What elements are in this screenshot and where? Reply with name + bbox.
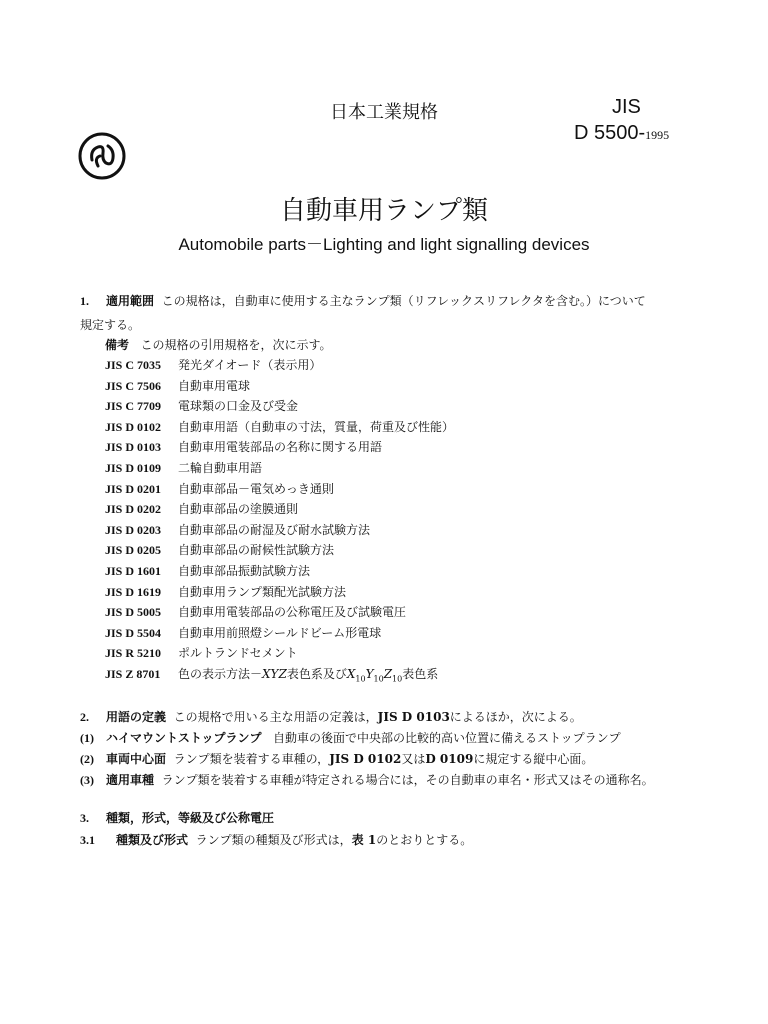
reference-title: 電球類の口金及び受金 xyxy=(178,399,299,414)
definition-term: 適用車種 xyxy=(106,773,155,787)
section-heading: 適用範囲 xyxy=(106,294,155,308)
reference-code: JIS D 0102 xyxy=(105,419,162,434)
reference-code: JIS D 1619 xyxy=(105,584,162,599)
section-number: 3. xyxy=(80,811,89,825)
section-text-b: によるほか，次による。 xyxy=(449,710,582,724)
reference-title: 二輪自動車用語 xyxy=(178,461,263,475)
reference-title: 自動車用電装部品の名称に関する用語 xyxy=(178,440,383,455)
definition-text-a: ランプ類を装着する車種の， xyxy=(173,752,330,766)
section-heading: 用語の定義 xyxy=(106,710,167,724)
definition-text-b: に規定する縦中心面。 xyxy=(473,752,594,766)
definition-text: ランプ類を装着する車種が特定される場合には，その自動車の車名・形式又はその通称名。 xyxy=(161,773,654,787)
reference-code: JIS Z 8701 xyxy=(105,667,161,681)
reference-code: JIS C 7506 xyxy=(105,378,162,393)
definition-term: 車両中心面 xyxy=(106,752,167,766)
reference-title-xyz: XYZ xyxy=(262,667,287,681)
section-3-line xyxy=(80,811,274,826)
reference-title: 自動車用電装部品の公称電圧及び試験電圧 xyxy=(178,605,407,620)
definition-ref-2: D 0109 xyxy=(425,752,474,766)
reference-code: JIS D 0203 xyxy=(105,522,162,537)
reference-title: 自動車用前照燈シールドビーム形電球 xyxy=(178,625,382,640)
standard-number xyxy=(574,122,669,145)
reference-title: 自動車用電球 xyxy=(178,378,251,393)
note-line xyxy=(105,338,332,353)
reference-code: JIS C 7709 xyxy=(105,399,162,414)
standard-year: 1995 xyxy=(645,128,670,142)
reference-code: JIS R 5210 xyxy=(105,646,162,661)
document-title-en: Automobile parts－Lighting and light signalling devices xyxy=(178,235,590,254)
definition-term: ハイマウントストップランプ xyxy=(106,731,262,745)
subsection-text-b: のとおりとする。 xyxy=(376,833,473,847)
item-number: (2) xyxy=(80,752,94,766)
x-symbol: X xyxy=(346,667,356,681)
z-symbol: Z xyxy=(383,667,393,681)
section-number: 2. xyxy=(80,710,89,724)
issuer-label: 日本工業規格 xyxy=(330,102,438,123)
standard-number-text: D 5500- xyxy=(574,122,646,144)
x-subscript: 10 xyxy=(355,674,366,684)
reference-title: 自動車部品の耐候性試験方法 xyxy=(178,543,335,558)
definition-item-3 xyxy=(80,773,654,788)
subsection-text-a: ランプ類の種類及び形式は， xyxy=(195,833,352,847)
reference-title-b: 表色系及び xyxy=(286,667,347,681)
standard-code: JIS xyxy=(612,96,641,118)
subsection-3-1-line xyxy=(80,833,472,848)
section-heading: 種類，形式，等級及び公称電圧 xyxy=(106,811,275,825)
reference-title: 発光ダイオード（表示用） xyxy=(178,358,322,372)
reference-title-c: 表色系 xyxy=(402,667,439,681)
reference-title xyxy=(178,667,438,686)
subsection-number: 3.1 xyxy=(80,833,95,847)
section-1-line-2: 規定する。 xyxy=(80,318,141,332)
table-ref: 表 1 xyxy=(351,833,377,847)
reference-title: 自動車用ランプ類配光試験方法 xyxy=(178,584,347,599)
note-text: この規格の引用規格を，次に示す。 xyxy=(140,338,332,352)
subsection-heading: 種類及び形式 xyxy=(116,833,189,847)
reference-title: 自動車部品－電気めっき通則 xyxy=(178,481,334,496)
section-number: 1. xyxy=(80,294,89,308)
document-title-jp: 自動車用ランプ類 xyxy=(279,196,488,226)
section-text-ref: JIS D 0103 xyxy=(377,710,450,724)
reference-code: JIS D 5005 xyxy=(105,605,162,620)
reference-title: 自動車部品の耐湿及び耐水試験方法 xyxy=(178,522,371,537)
reference-title: ポルトランドセメント xyxy=(178,646,298,661)
reference-code: JIS D 0103 xyxy=(105,440,162,455)
definition-ref-1: JIS D 0102 xyxy=(329,752,402,766)
definition-mid: 又は xyxy=(401,752,426,766)
reference-title: 自動車用語（自動車の寸法，質量，荷重及び性能） xyxy=(178,419,455,434)
note-label: 備考 xyxy=(105,338,130,352)
reference-code: JIS D 1601 xyxy=(105,564,162,578)
reference-code: JIS C 7035 xyxy=(105,358,162,372)
definition-text: 自動車の後面で中央部の比較的高い位置に備えるストップランプ xyxy=(272,731,621,745)
reference-code: JIS D 0202 xyxy=(105,502,162,517)
z-subscript: 10 xyxy=(392,674,403,684)
section-1-line-1 xyxy=(80,294,646,309)
section-text: この規格は，自動車に使用する主なランプ類（リフレックスリフレクタを含む。）について xyxy=(161,294,646,308)
y-subscript: 10 xyxy=(373,674,384,684)
reference-code: JIS D 0201 xyxy=(105,481,162,496)
item-number: (3) xyxy=(80,773,94,787)
y-symbol: Y xyxy=(365,667,374,681)
definition-item-2 xyxy=(80,752,593,767)
section-2-line xyxy=(80,710,582,725)
reference-title: 自動車部品の塗膜通則 xyxy=(178,502,299,517)
item-number: (1) xyxy=(80,731,94,745)
reference-code: JIS D 0205 xyxy=(105,543,162,558)
jis-logo-icon xyxy=(76,130,128,182)
reference-title-a: 色の表示方法－ xyxy=(178,667,263,681)
reference-code: JIS D 5504 xyxy=(105,625,162,640)
section-text-a: この規格で用いる主な用語の定義は， xyxy=(173,710,378,724)
reference-title: 自動車部品振動試験方法 xyxy=(178,564,311,578)
reference-code: JIS D 0109 xyxy=(105,461,162,475)
definition-item-1 xyxy=(80,731,621,746)
